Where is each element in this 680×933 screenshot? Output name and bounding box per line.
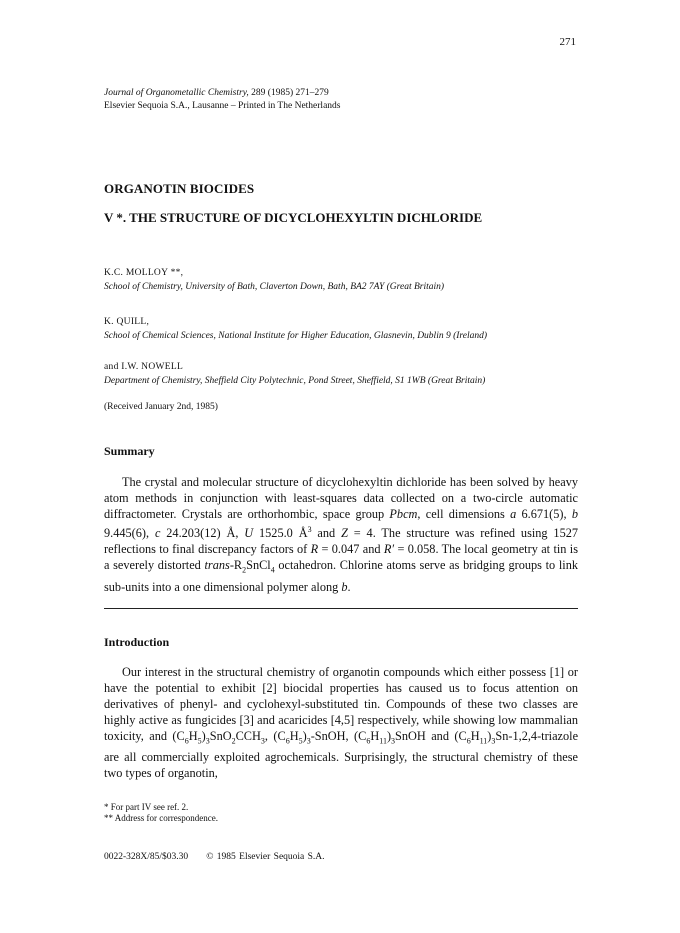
copyright-notice: © 1985 Elsevier Sequoia S.A.	[206, 852, 325, 862]
price-code: 0022-328X/85/$03.30	[104, 852, 189, 862]
author-block-1	[104, 266, 444, 294]
section-divider	[104, 608, 578, 609]
paper-title: V *. THE STRUCTURE OF DICYCLOHEXYLTIN DICHLORIDE	[104, 210, 483, 225]
footnote: ** Address for correspondence.	[104, 813, 218, 823]
introduction-heading: Introduction	[104, 635, 170, 649]
author-affiliation: School of Chemistry, University of Bath, Claverton Down, Bath, BA2 7AY (Great Britain)	[104, 282, 445, 292]
author-name: K.C. MOLLOY **,	[104, 268, 184, 278]
series-title: ORGANOTIN BIOCIDES	[104, 181, 255, 196]
author-name: K. QUILL,	[104, 317, 150, 327]
footnotes	[104, 802, 218, 824]
copyright-line	[104, 852, 325, 862]
author-name: and I.W. NOWELL	[104, 362, 184, 372]
journal-citation	[104, 87, 340, 113]
author-block-2	[104, 315, 487, 343]
journal-name: Journal of Organometallic Chemistry,	[104, 88, 249, 98]
author-affiliation: Department of Chemistry, Sheffield City Polytechnic, Pond Street, Sheffield, S1 1WB (Great Britain)	[104, 376, 486, 386]
author-affiliation: School of Chemical Sciences, National Institute for Higher Education, Glasnevin, Dublin 9 (Ireland)	[104, 331, 488, 341]
journal-issue: 289 (1985) 271–279	[251, 88, 329, 98]
introduction-paragraph: Our interest in the structural chemistry of organotin compounds which either possess [1] or have the potential to exhibit [2] biocidal properties has caused us to focus attention on derivatives of phenyl- and cyclohexyl-substituted tin. Compounds of these two classes are highly active as fungicides [3] and acaricides [4,5] respectively, while showing low mammalian toxicity, and $(C_6H_5)_3SnO_2CCH_3$, $(C_6H_5)_3$-SnOH, $(C_6H_{11})_3SnOH$ and $(C_6H_{11})_3Sn-1,2,4$-triazole are all commercially exploited agrochemicals. Surprisingly, the structural chemistry of these two types of organotin,	[104, 665, 579, 781]
footnote: * For part IV see ref. 2.	[104, 802, 189, 812]
received-date: (Received January 2nd, 1985)	[104, 402, 218, 412]
author-block-3	[104, 360, 485, 388]
summary-paragraph: The crystal and molecular structure of dicyclohexyltin dichloride has been solved by heavy atom methods in conjunction with least-squares data collected on a two-circle automatic diffractometer. Crystals are orthorhombic, space group Pbcm, cell dimensions a 6.671(5), b 9.445(6), c 24.203(12) Å, U 1525.0 $Å^3$ and Z = 4. The structure was refined using 1527 reflections to final discrepancy factors of R = 0.047 and R′ = 0.058. The local geometry at tin is a severely distorted trans-$R_2SnCl_4$ octahedron. Chlorine atoms serve as bridging groups to link sub-units into a one dimensional polymer along b.	[104, 475, 579, 594]
page-number: 271	[559, 36, 576, 48]
publisher-line: Elsevier Sequoia S.A., Lausanne – Printed in The Netherlands	[104, 101, 341, 111]
summary-heading: Summary	[104, 444, 155, 458]
